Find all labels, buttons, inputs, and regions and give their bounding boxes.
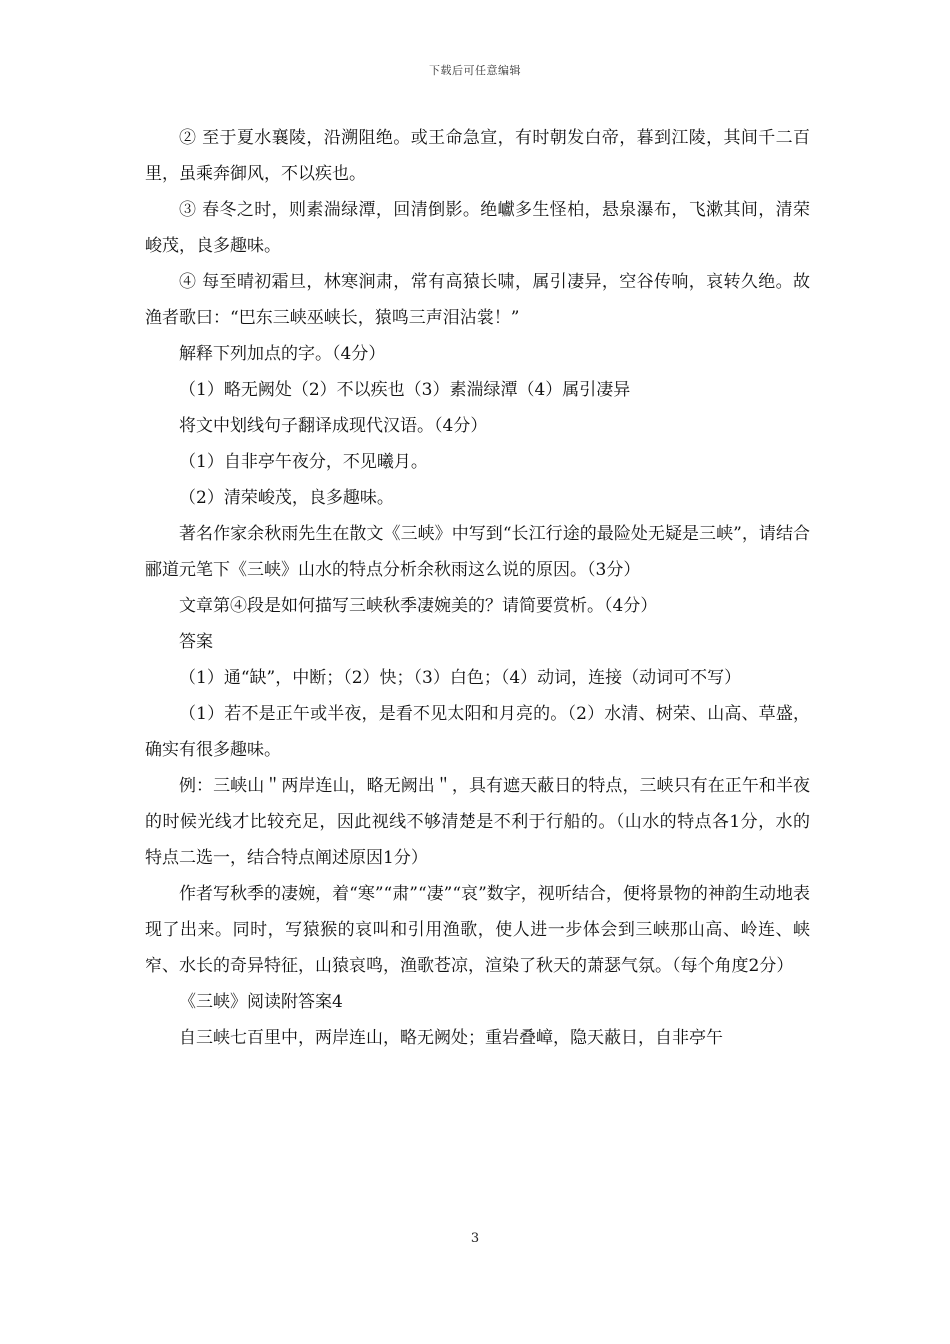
document-body — [145, 120, 810, 1056]
answer-2: （1）若不是正午或半夜，是看不见太阳和月亮的。（2）水清、树荣、山高、草盛，确实有很多趣味。 — [145, 704, 810, 760]
question-2: 将文中划线句子翻译成现代汉语。（4分） — [179, 416, 488, 436]
question-1: 解释下列加点的字。（4分） — [179, 344, 386, 364]
question-4: 文章第④段是如何描写三峡秋季凄婉美的？请简要赏析。（4分） — [179, 596, 658, 616]
question-2-item-2: （2）清荣峻茂，良多趣味。 — [179, 488, 394, 508]
answer-1: （1）通“缺”，中断；（2）快；（3）白色；（4）动词，连接（动词可不写） — [179, 668, 742, 688]
paragraph-1-start: 自三峡七百里中，两岸连山，略无阙处；重岩叠嶂，隐天蔽日，自非亭午 — [179, 1028, 723, 1048]
paragraph-2: ② 至于夏水襄陵，沿溯阻绝。或王命急宣，有时朝发白帝，暮到江陵，其间千二百里，虽乘奔御风，不以疾也。 — [145, 128, 810, 184]
question-3: 著名作家余秋雨先生在散文《三峡》中写到“长江行途的最险处无疑是三峡”，请结合郦道元笔下《三峡》山水的特点分析余秋雨这么说的原因。（3分） — [145, 524, 810, 580]
paragraph-3: ③ 春冬之时，则素湍绿潭，回清倒影。绝巘多生怪柏，悬泉瀑布，飞漱其间，清荣峻茂，良多趣味。 — [145, 200, 810, 256]
section-title: 《三峡》阅读附答案4 — [179, 992, 343, 1012]
page-header: 下载后可任意编辑 — [429, 64, 521, 77]
paragraph-4: ④ 每至晴初霜旦，林寒涧肃，常有高猿长啸，属引凄异，空谷传响，哀转久绝。故渔者歌曰：“巴东三峡巫峡长，猿鸣三声泪沾裳！” — [145, 272, 810, 328]
answer-heading: 答案 — [179, 632, 213, 652]
answer-4: 作者写秋季的凄婉，着“寒”“肃”“凄”“哀”数字，视听结合，便将景物的神韵生动地表现了出来。同时，写猿猴的哀叫和引用渔歌，使人进一步体会到三峡那山高、岭连、峡窄、水长的奇异特征，山猿哀鸣，渔歌苍凉，渲染了秋天的萧瑟气氛。（每个角度2分） — [145, 884, 810, 976]
question-1-items: （1）略无阙处（2）不以疾也（3）素湍绿潭（4）属引凄异 — [179, 380, 631, 400]
question-2-item-1: （1）自非亭午夜分，不见曦月。 — [179, 452, 428, 472]
page-number: 3 — [470, 1231, 480, 1246]
answer-3: 例：三峡山＂两岸连山，略无阙出＂，具有遮天蔽日的特点，三峡只有在正午和半夜的时候光线才比较充足，因此视线不够清楚是不利于行船的。（山水的特点各1分，水的特点二选一，结合特点阐述原因1分） — [145, 776, 810, 868]
